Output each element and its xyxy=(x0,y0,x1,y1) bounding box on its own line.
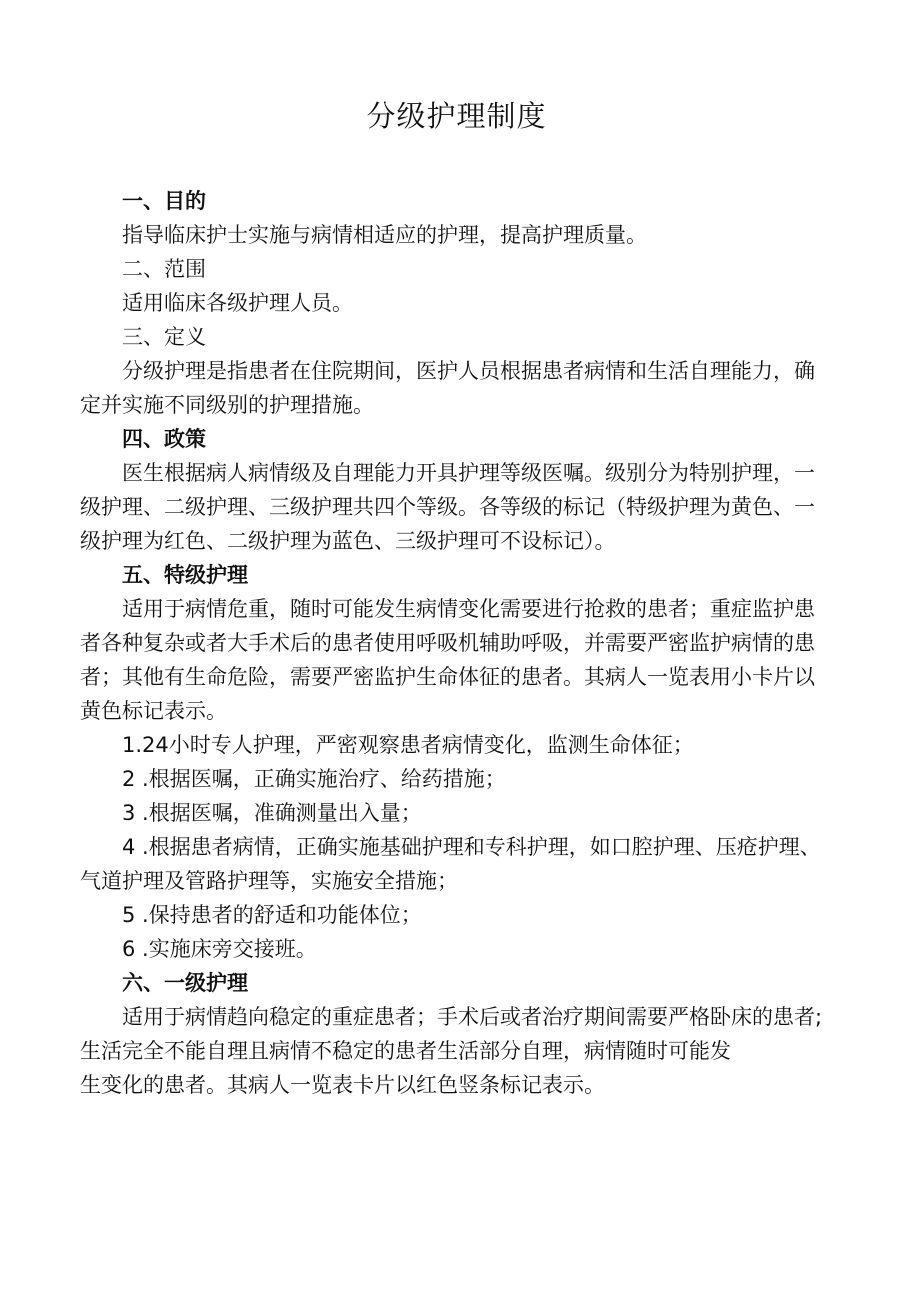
section-heading-level-one-care: 六、一级护理 xyxy=(122,971,248,995)
list-item: 6 .实施床旁交接班。 xyxy=(122,937,317,961)
section-heading-definition: 三、定义 xyxy=(122,325,206,349)
list-item: 2 .根据医嘱，正确实施治疗、给药措施； xyxy=(122,767,506,791)
section-text-scope: 适用临床各级护理人员。 xyxy=(122,291,353,315)
section-text-special-care: 适用于病情危重，随时可能发生病情变化需要进行抢救的患者；重症监护患者各种复杂或者大手术后的患者使用呼吸机辅助呼吸，并需要严密监护病情的患者；其他有生命危险，需要严密监护生命体征的患者。其病人一览表用小卡片以黄色标记表示。 xyxy=(80,597,815,723)
list-item: 3 .根据医嘱，准确测量出入量； xyxy=(122,801,422,825)
section-text-definition: 分级护理是指患者在住院期间，医护人员根据患者病情和生活自理能力，确定并实施不同级别的护理措施。 xyxy=(80,359,815,417)
section-heading-special-care: 五、特级护理 xyxy=(122,563,248,587)
section-heading-purpose: 一、目的 xyxy=(122,189,206,213)
section-text-policy: 医生根据病人病情级及自理能力开具护理等级医嘱。级别分为特别护理，一级护理、二级护理、三级护理共四个等级。各等级的标记（特级护理为黄色、一级护理为红色、二级护理为蓝色、三级护理可不设标记）。 xyxy=(80,461,815,553)
section-text-level-one-care-continued: 生变化的患者。其病人一览表卡片以红色竖条标记表示。 xyxy=(80,1073,605,1097)
section-heading-scope: 二、范围 xyxy=(122,257,206,281)
list-item: 5 .保持患者的舒适和功能体位； xyxy=(122,903,422,927)
document-title: 分级护理制度 xyxy=(366,99,547,133)
section-text-level-one-care: 适用于病情趋向稳定的重症患者；手术后或者治疗期间需要严格卧床的患者;生活完全不能自理且病情不稳定的患者生活部分自理，病情随时可能发 xyxy=(80,1005,823,1063)
list-item: 1.24小时专人护理，严密观察患者病情变化，监测生命体征； xyxy=(122,733,694,757)
section-heading-policy: 四、政策 xyxy=(122,427,206,451)
section-text-purpose: 指导临床护士实施与病情相适应的护理，提高护理质量。 xyxy=(122,223,647,247)
list-item: 4 .根据患者病情，正确实施基础护理和专科护理，如口腔护理、压疮护理、气道护理及管路护理等，实施安全措施； xyxy=(80,835,821,893)
